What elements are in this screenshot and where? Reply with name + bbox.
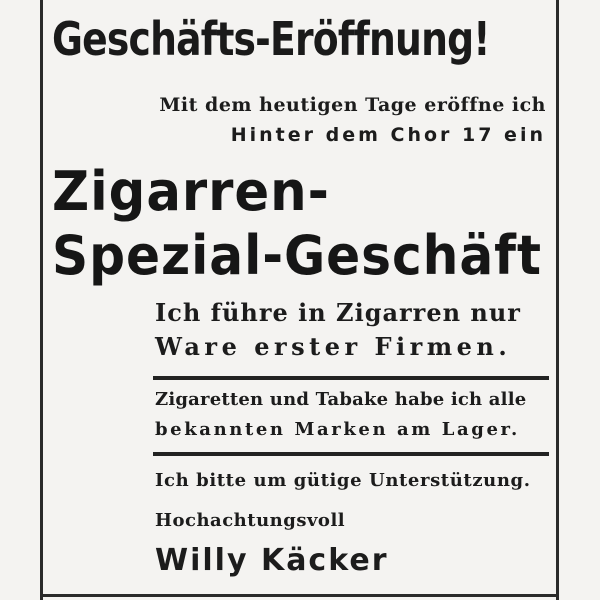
business-name-line-1: Zigarren- <box>52 160 330 223</box>
support-request: Ich bitte um gütige Unterstützung. <box>155 470 531 491</box>
stock-line-2: bekannten Marken am Lager. <box>155 419 520 440</box>
business-name-line-2: Spezial-Geschäft <box>52 224 542 287</box>
divider-rule-top <box>153 376 549 380</box>
offer-line-2: Ware erster Firmen. <box>155 332 512 361</box>
intro-line-1: Mit dem heutigen Tage eröffne ich <box>159 94 546 116</box>
divider-rule-bottom <box>153 452 549 456</box>
stock-line-1: Zigaretten und Tabake habe ich alle <box>155 389 527 410</box>
closing-salutation: Hochachtungsvoll <box>155 510 346 531</box>
offer-line-1: Ich führe in Zigarren nur <box>155 298 521 327</box>
ad-border-right <box>556 0 559 600</box>
headline: Geschäfts-Eröffnung! <box>52 12 490 66</box>
ad-border-bottom <box>40 594 559 597</box>
intro-line-2-address: Hinter dem Chor 17 ein <box>230 124 546 146</box>
signature-name: Willy Käcker <box>155 543 389 578</box>
ad-border-left <box>40 0 43 600</box>
